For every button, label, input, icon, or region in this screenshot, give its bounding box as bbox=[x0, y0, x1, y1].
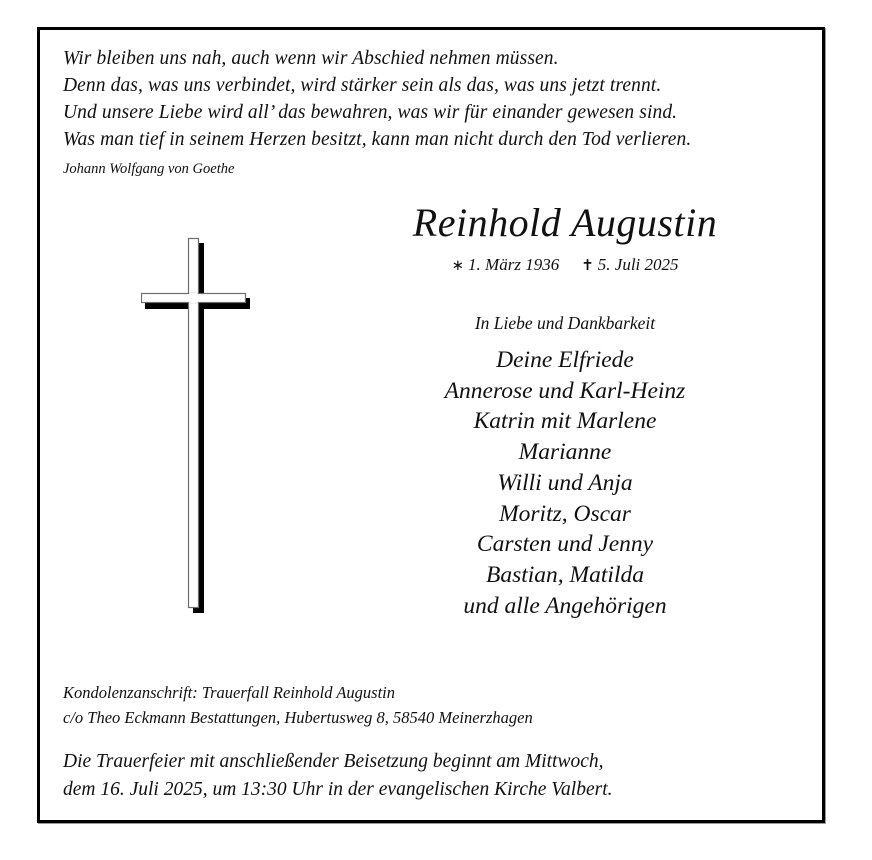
family-member: Willi und Anja bbox=[497, 469, 633, 496]
funeral-service-info bbox=[63, 748, 813, 804]
death-cross-icon: ✝ bbox=[581, 256, 594, 274]
quote-block bbox=[63, 45, 813, 179]
quote-line: Denn das, was uns verbindet, wird stärker sein als das, was uns jetzt trennt. bbox=[63, 75, 662, 96]
family-list bbox=[330, 345, 800, 621]
family-member: Katrin mit Marlene bbox=[473, 408, 657, 435]
dedication: In Liebe und Dankbarkeit bbox=[474, 313, 656, 333]
death-date: 5. Juli 2025 bbox=[597, 255, 679, 274]
family-member: Marianne bbox=[518, 439, 612, 466]
family-member: und alle Angehörigen bbox=[463, 592, 667, 619]
deceased-name: Reinhold Augustin bbox=[412, 200, 718, 245]
cross-icon bbox=[141, 237, 251, 613]
quote-author: Johann Wolfgang von Goethe bbox=[63, 161, 235, 177]
family-member: Bastian, Matilda bbox=[486, 561, 644, 588]
obituary-frame bbox=[37, 27, 825, 823]
condolence-line: Kondolenzanschrift: Trauerfall Reinhold Augustin bbox=[63, 683, 395, 702]
service-line: dem 16. Juli 2025, um 13:30 Uhr in der evangelischen Kirche Valbert. bbox=[63, 779, 613, 800]
condolence-line: c/o Theo Eckmann Bestattungen, Hubertusweg 8, 58540 Meinerzhagen bbox=[63, 708, 533, 727]
family-member: Annerose und Karl-Heinz bbox=[444, 377, 686, 404]
family-member: Moritz, Oscar bbox=[499, 500, 631, 527]
life-dates bbox=[330, 254, 800, 276]
quote-line: Wir bleiben uns nah, auch wenn wir Abschied nehmen müssen. bbox=[63, 48, 559, 69]
family-member: Deine Elfriede bbox=[496, 347, 634, 373]
birth-star-icon: ∗ bbox=[451, 256, 465, 274]
service-line: Die Trauerfeier mit anschließender Beisetzung beginnt am Mittwoch, bbox=[63, 751, 604, 772]
quote-line: Was man tief in seinem Herzen besitzt, kann man nicht durch den Tod verlieren. bbox=[63, 129, 692, 150]
birth-date: 1. März 1936 bbox=[468, 255, 560, 274]
condolence-address bbox=[63, 680, 803, 730]
family-member: Carsten und Jenny bbox=[476, 531, 654, 558]
quote-line: Und unsere Liebe wird all’ das bewahren, was wir für einander gewesen sind. bbox=[63, 102, 678, 123]
